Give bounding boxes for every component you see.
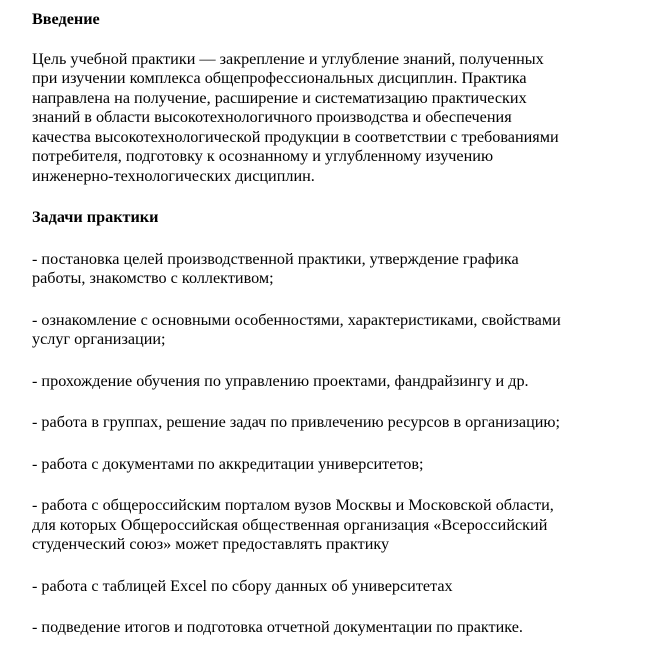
task-line: - прохождение обучения по управлению проектами, фандрайзингу и др. <box>32 371 529 390</box>
intro-line: Цель учебной практики — закрепление и углубление знаний, полученных <box>32 49 544 68</box>
task-line: студенческий союз» может предоставлять практику <box>32 535 390 553</box>
task-item <box>32 372 652 392</box>
intro-line: направлена на получение, расширение и систематизацию практических <box>32 88 527 107</box>
task-item <box>32 250 652 289</box>
task-line: - работа с общероссийским порталом вузов Москвы и Московской области, <box>32 496 554 514</box>
task-item <box>32 455 652 475</box>
task-line: - работа с таблицей Excel по сбору данных об университетах <box>32 576 453 595</box>
intro-line: потребителя, подготовку к осознанному и углубленному изучению <box>32 147 494 165</box>
task-item <box>32 311 652 350</box>
task-line: - постановка целей производственной практики, утверждение графика <box>32 249 519 268</box>
intro-line: качества высокотехнологической продукции в соответствии с требованиями <box>32 127 559 146</box>
task-line: - ознакомление с основными особенностями, характеристиками, свойствами <box>32 310 561 329</box>
intro-paragraph <box>32 50 652 187</box>
task-line: - подведение итогов и подготовка отчетной документации по практике. <box>32 618 523 636</box>
task-line: - работа с документами по аккредитации университетов; <box>32 454 424 473</box>
task-item <box>32 618 652 638</box>
task-item <box>32 496 652 555</box>
intro-heading: Введение <box>32 10 100 28</box>
intro-line: знаний в области высокотехнологичного производства и обеспечения <box>32 108 512 126</box>
task-line: услуг организации; <box>32 330 166 348</box>
task-item <box>32 577 652 597</box>
tasks-list <box>32 250 652 638</box>
task-item <box>32 413 652 433</box>
task-line: для которых Общероссийская общественная организация «Всероссийский <box>32 515 548 534</box>
intro-line: инженерно-технологических дисциплин. <box>32 166 315 185</box>
intro-line: при изучении комплекса общепрофессиональных дисциплин. Практика <box>32 69 527 87</box>
tasks-heading: Задачи практики <box>32 208 159 226</box>
task-line: - работа в группах, решение задач по привлечению ресурсов в организацию; <box>32 413 560 431</box>
document <box>32 10 652 638</box>
task-line: работы, знакомство с коллективом; <box>32 269 274 287</box>
